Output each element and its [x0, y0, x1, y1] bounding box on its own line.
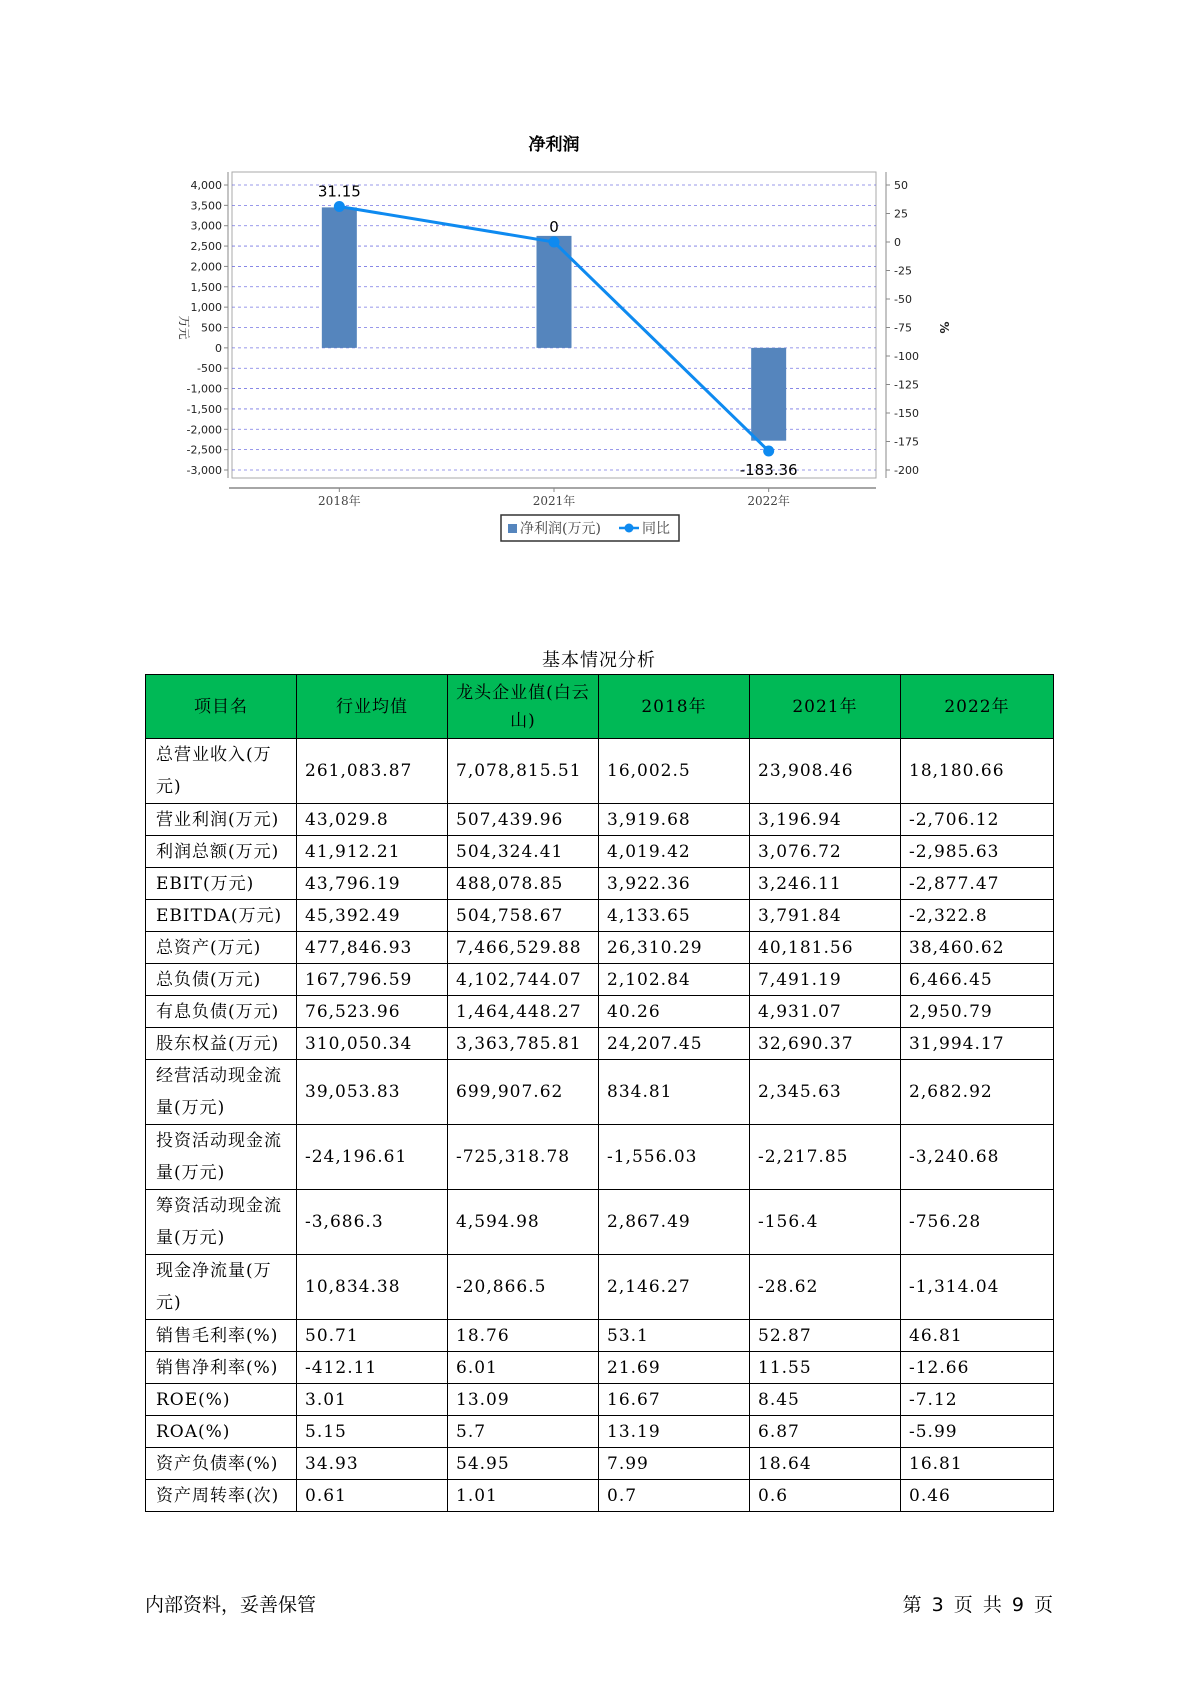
value-cell: 41,912.21	[297, 836, 448, 868]
table-row	[146, 1060, 1054, 1125]
value-cell: 1.01	[448, 1480, 599, 1512]
value-cell: 13.09	[448, 1384, 599, 1416]
value-cell: -2,322.8	[901, 900, 1054, 932]
point-yoy	[763, 446, 774, 457]
value-cell: 3,246.11	[750, 868, 901, 900]
row-name-cell: 资产负债率(%)	[146, 1448, 297, 1480]
value-cell: 4,931.07	[750, 996, 901, 1028]
value-cell: 16.81	[901, 1448, 1054, 1480]
value-cell: 40,181.56	[750, 932, 901, 964]
bar-net-profit	[751, 348, 786, 441]
value-cell: 16.67	[599, 1384, 750, 1416]
value-cell: 4,594.98	[448, 1190, 599, 1255]
y2-tick-label: -200	[894, 464, 919, 477]
value-cell: 5.7	[448, 1416, 599, 1448]
row-name-cell: EBITDA(万元)	[146, 900, 297, 932]
header-cell: 2021年	[750, 675, 901, 739]
table-caption: 基本情况分析	[542, 650, 656, 671]
y-tick-label: 3,000	[190, 219, 222, 233]
y-tick-label: 500	[201, 321, 222, 335]
value-cell: 3,791.84	[750, 900, 901, 932]
value-cell: 261,083.87	[297, 739, 448, 804]
value-cell: 0.6	[750, 1480, 901, 1512]
x-tick-label: 2022年	[747, 494, 790, 508]
y2-tick-label: 0	[894, 236, 901, 249]
value-cell: 24,207.45	[599, 1028, 750, 1060]
value-cell: 167,796.59	[297, 964, 448, 996]
value-cell: 4,102,744.07	[448, 964, 599, 996]
value-cell: 3,363,785.81	[448, 1028, 599, 1060]
data-label: 0	[549, 218, 559, 236]
value-cell: -2,877.47	[901, 868, 1054, 900]
value-cell: -2,706.12	[901, 804, 1054, 836]
value-cell: 2,950.79	[901, 996, 1054, 1028]
x-tick-label: 2021年	[532, 494, 576, 508]
value-cell: 16,002.5	[599, 739, 750, 804]
value-cell: 32,690.37	[750, 1028, 901, 1060]
y-axis-title: 万元	[177, 315, 191, 340]
legend-label-yoy: 同比	[642, 521, 670, 537]
table-row	[146, 868, 1054, 900]
value-cell: -1,314.04	[901, 1255, 1054, 1320]
table-row	[146, 900, 1054, 932]
value-cell: 45,392.49	[297, 900, 448, 932]
row-name-cell: 销售净利率(%)	[146, 1352, 297, 1384]
value-cell: 2,867.49	[599, 1190, 750, 1255]
value-cell: 21.69	[599, 1352, 750, 1384]
row-name-cell: 总资产(万元)	[146, 932, 297, 964]
value-cell: 23,908.46	[750, 739, 901, 804]
value-cell: 40.26	[599, 996, 750, 1028]
table-row	[146, 996, 1054, 1028]
row-name-cell: 经营活动现金流量(万元)	[146, 1060, 297, 1125]
y2-tick-label: -150	[894, 407, 919, 420]
value-cell: 54.95	[448, 1448, 599, 1480]
value-cell: 0.46	[901, 1480, 1054, 1512]
y2-tick-label: 50	[894, 179, 908, 192]
table-row	[146, 964, 1054, 996]
value-cell: 2,146.27	[599, 1255, 750, 1320]
value-cell: 4,133.65	[599, 900, 750, 932]
y2-axis-title: %	[937, 321, 951, 334]
value-cell: 10,834.38	[297, 1255, 448, 1320]
value-cell: 18.64	[750, 1448, 901, 1480]
table-row	[146, 1125, 1054, 1190]
value-cell: -2,217.85	[750, 1125, 901, 1190]
value-cell: -2,985.63	[901, 836, 1054, 868]
y-tick-label: -2,000	[186, 423, 222, 437]
value-cell: 4,019.42	[599, 836, 750, 868]
value-cell: 2,102.84	[599, 964, 750, 996]
value-cell: -5.99	[901, 1416, 1054, 1448]
table-row	[146, 1028, 1054, 1060]
table-row	[146, 932, 1054, 964]
table-row	[146, 1320, 1054, 1352]
table-row	[146, 836, 1054, 868]
x-tick-label: 2018年	[318, 494, 361, 508]
value-cell: 3,196.94	[750, 804, 901, 836]
value-cell: -12.66	[901, 1352, 1054, 1384]
value-cell: 18,180.66	[901, 739, 1054, 804]
table-header-row	[146, 675, 1054, 739]
value-cell: 34.93	[297, 1448, 448, 1480]
value-cell: 26,310.29	[599, 932, 750, 964]
value-cell: 2,345.63	[750, 1060, 901, 1125]
row-name-cell: 营业利润(万元)	[146, 804, 297, 836]
row-name-cell: ROE(%)	[146, 1384, 297, 1416]
table-row	[146, 1480, 1054, 1512]
value-cell: 76,523.96	[297, 996, 448, 1028]
value-cell: 7,491.19	[750, 964, 901, 996]
value-cell: 18.76	[448, 1320, 599, 1352]
value-cell: -1,556.03	[599, 1125, 750, 1190]
value-cell: 11.55	[750, 1352, 901, 1384]
chart-title: 净利润	[528, 135, 580, 155]
value-cell: -3,240.68	[901, 1125, 1054, 1190]
value-cell: -20,866.5	[448, 1255, 599, 1320]
y-tick-label: 1,000	[190, 301, 222, 315]
basic-analysis-table	[145, 674, 1054, 1512]
y-tick-label: 1,500	[190, 280, 222, 294]
value-cell: 507,439.96	[448, 804, 599, 836]
y-tick-label: 3,500	[190, 199, 222, 213]
data-label: 31.15	[317, 182, 361, 201]
value-cell: 0.7	[599, 1480, 750, 1512]
value-cell: 53.1	[599, 1320, 750, 1352]
data-label: -183.36	[739, 461, 798, 480]
legend-line-marker	[625, 524, 634, 533]
value-cell: 7.99	[599, 1448, 750, 1480]
table-row	[146, 1352, 1054, 1384]
table-row	[146, 1448, 1054, 1480]
value-cell: 46.81	[901, 1320, 1054, 1352]
value-cell: 7,466,529.88	[448, 932, 599, 964]
value-cell: 1,464,448.27	[448, 996, 599, 1028]
legend-label-net-profit: 净利润(万元)	[520, 521, 601, 537]
row-name-cell: 筹资活动现金流量(万元)	[146, 1190, 297, 1255]
y-tick-label: 2,500	[190, 240, 222, 254]
value-cell: -3,686.3	[297, 1190, 448, 1255]
value-cell: 2,682.92	[901, 1060, 1054, 1125]
bar-net-profit	[322, 207, 357, 347]
row-name-cell: 有息负债(万元)	[146, 996, 297, 1028]
footer-confidential-note: 内部资料，妥善保管	[145, 1594, 317, 1616]
value-cell: 504,758.67	[448, 900, 599, 932]
value-cell: 43,029.8	[297, 804, 448, 836]
footer-page-number: 第 3 页 共 9 页	[902, 1594, 1053, 1616]
row-name-cell: 股东权益(万元)	[146, 1028, 297, 1060]
value-cell: -725,318.78	[448, 1125, 599, 1190]
value-cell: 3,076.72	[750, 836, 901, 868]
row-name-cell: 总营业收入(万元)	[146, 739, 297, 804]
value-cell: 6.01	[448, 1352, 599, 1384]
table-row	[146, 1416, 1054, 1448]
value-cell: 43,796.19	[297, 868, 448, 900]
point-yoy	[334, 201, 345, 212]
value-cell: 31,994.17	[901, 1028, 1054, 1060]
table-row	[146, 739, 1054, 804]
table-row	[146, 1190, 1054, 1255]
value-cell: 488,078.85	[448, 868, 599, 900]
header-cell: 项目名	[146, 675, 297, 739]
header-cell: 2022年	[901, 675, 1054, 739]
value-cell: 39,053.83	[297, 1060, 448, 1125]
value-cell: 0.61	[297, 1480, 448, 1512]
row-name-cell: EBIT(万元)	[146, 868, 297, 900]
legend-bar-swatch	[508, 524, 517, 533]
y-tick-label: -500	[197, 362, 222, 376]
y-tick-label: 2,000	[190, 260, 222, 274]
value-cell: -756.28	[901, 1190, 1054, 1255]
y-tick-label: -2,500	[186, 443, 222, 457]
y2-tick-label: -100	[894, 350, 919, 363]
header-cell: 龙头企业值(白云山)	[448, 675, 599, 739]
net-profit-chart	[170, 130, 1000, 600]
header-cell: 行业均值	[297, 675, 448, 739]
table-row	[146, 804, 1054, 836]
value-cell: 50.71	[297, 1320, 448, 1352]
y-tick-label: -3,000	[186, 464, 222, 477]
y2-tick-label: -175	[894, 435, 919, 449]
value-cell: 6,466.45	[901, 964, 1054, 996]
y-tick-label: -1,000	[186, 382, 222, 396]
row-name-cell: 销售毛利率(%)	[146, 1320, 297, 1352]
value-cell: 7,078,815.51	[448, 739, 599, 804]
value-cell: 3,922.36	[599, 868, 750, 900]
value-cell: 3,919.68	[599, 804, 750, 836]
value-cell: -156.4	[750, 1190, 901, 1255]
value-cell: 8.45	[750, 1384, 901, 1416]
value-cell: 6.87	[750, 1416, 901, 1448]
value-cell: -412.11	[297, 1352, 448, 1384]
value-cell: 310,050.34	[297, 1028, 448, 1060]
value-cell: 3.01	[297, 1384, 448, 1416]
value-cell: -7.12	[901, 1384, 1054, 1416]
y2-tick-label: 25	[894, 207, 908, 221]
table-row	[146, 1384, 1054, 1416]
y-tick-label: 4,000	[190, 179, 222, 192]
table-row	[146, 1255, 1054, 1320]
header-cell: 2018年	[599, 675, 750, 739]
y-tick-label: -1,500	[186, 402, 222, 416]
y2-tick-label: -50	[894, 293, 912, 306]
value-cell: 477,846.93	[297, 932, 448, 964]
row-name-cell: 利润总额(万元)	[146, 836, 297, 868]
y-tick-label: 0	[215, 341, 222, 355]
value-cell: -24,196.61	[297, 1125, 448, 1190]
value-cell: 13.19	[599, 1416, 750, 1448]
value-cell: 38,460.62	[901, 932, 1054, 964]
point-yoy	[549, 237, 560, 248]
value-cell: 504,324.41	[448, 836, 599, 868]
value-cell: 834.81	[599, 1060, 750, 1125]
row-name-cell: 投资活动现金流量(万元)	[146, 1125, 297, 1190]
row-name-cell: ROA(%)	[146, 1416, 297, 1448]
value-cell: 5.15	[297, 1416, 448, 1448]
y2-tick-label: -125	[894, 378, 919, 392]
value-cell: 52.87	[750, 1320, 901, 1352]
value-cell: -28.62	[750, 1255, 901, 1320]
row-name-cell: 现金净流量(万元)	[146, 1255, 297, 1320]
y2-tick-label: -25	[894, 264, 912, 278]
value-cell: 699,907.62	[448, 1060, 599, 1125]
y2-tick-label: -75	[894, 321, 912, 335]
row-name-cell: 总负债(万元)	[146, 964, 297, 996]
row-name-cell: 资产周转率(次)	[146, 1480, 297, 1512]
chart-svg	[170, 130, 1000, 600]
